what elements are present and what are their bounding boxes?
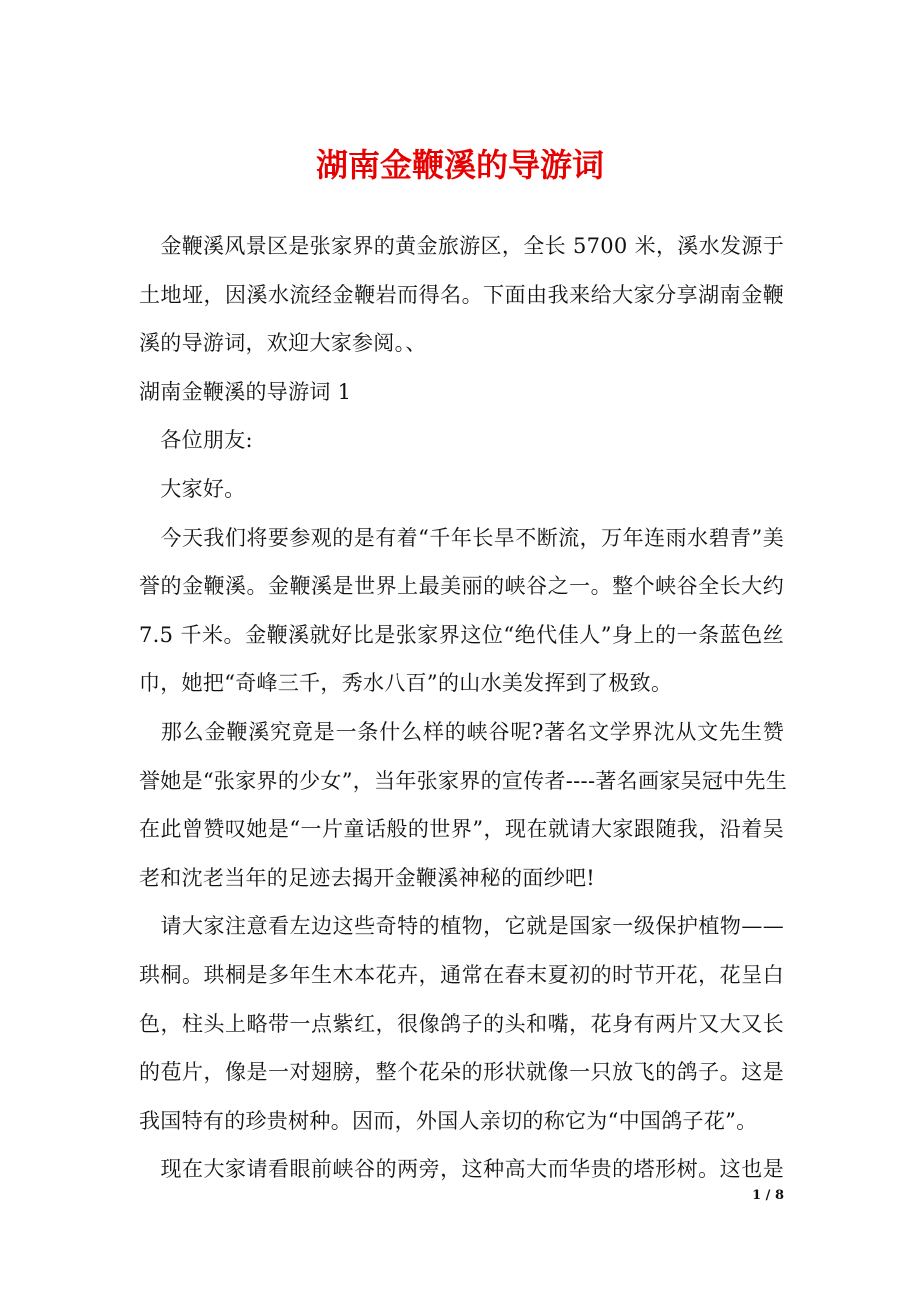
text-line: 金鞭溪风景区是张家界的黄金旅游区，全长 5700 米，溪水发源于 — [139, 234, 784, 258]
text-line: 的苞片，像是一对翅膀，整个花朵的形状就像一只放飞的鸽子。这是 — [139, 1060, 784, 1085]
text-line: 誉她是“张家界的少女”，当年张家界的宣传者----著名画家吴冠中先生 — [139, 768, 788, 793]
text-line: 珙桐。珙桐是多年生木本花卉，通常在春末夏初的时节开花，花呈白 — [139, 962, 784, 987]
text-line: 湖南金鞭溪的导游词 1 — [139, 379, 352, 404]
text-line: 请大家注意看左边这些奇特的植物，它就是国家一级保护植物—— — [139, 914, 784, 939]
text-line: 土地垭，因溪水流经金鞭岩而得名。下面由我来给大家分享湖南金鞭 — [139, 282, 784, 307]
text-line: 我国特有的珍贵树种。因而，外国人亲切的称它为“中国鸽子花”。 — [139, 1108, 758, 1133]
text-line: 誉的金鞭溪。金鞭溪是世界上最美丽的峡谷之一。整个峡谷全长大约 — [139, 574, 784, 599]
text-line: 老和沈老当年的足迹去揭开金鞭溪神秘的面纱吧! — [139, 865, 596, 890]
document-title: 湖南金鞭溪的导游词 — [315, 146, 604, 184]
text-line: 在此曾赞叹她是“一片童话般的世界”，现在就请大家跟随我，沿着吴 — [139, 817, 784, 842]
text-line: 溪的导游词，欢迎大家参阅。、 — [139, 331, 427, 356]
text-line: 各位朋友: — [139, 428, 253, 453]
text-line: 现在大家请看眼前峡谷的两旁，这种高大而华贵的塔形树。这也是 — [139, 1157, 784, 1182]
text-line: 今天我们将要参观的是有着“千年长旱不断流，万年连雨水碧青”美 — [139, 525, 784, 550]
text-line: 大家好。 — [139, 476, 246, 501]
text-line: 7.5 千米。金鞭溪就好比是张家界这位“绝代佳人”身上的一条蓝色丝 — [139, 622, 784, 647]
text-line: 那么金鞭溪究竟是一条什么样的峡谷呢?著名文学界沈从文先生赞 — [139, 719, 784, 744]
text-line: 巾，她把“奇峰三千，秀水八百”的山水美发挥到了极致。 — [139, 671, 673, 696]
document-body — [139, 222, 788, 1194]
page-number: 1 / 8 — [752, 1188, 784, 1203]
text-line: 色，柱头上略带一点紫红，很像鸽子的头和嘴，花身有两片又大又长 — [139, 1011, 784, 1036]
